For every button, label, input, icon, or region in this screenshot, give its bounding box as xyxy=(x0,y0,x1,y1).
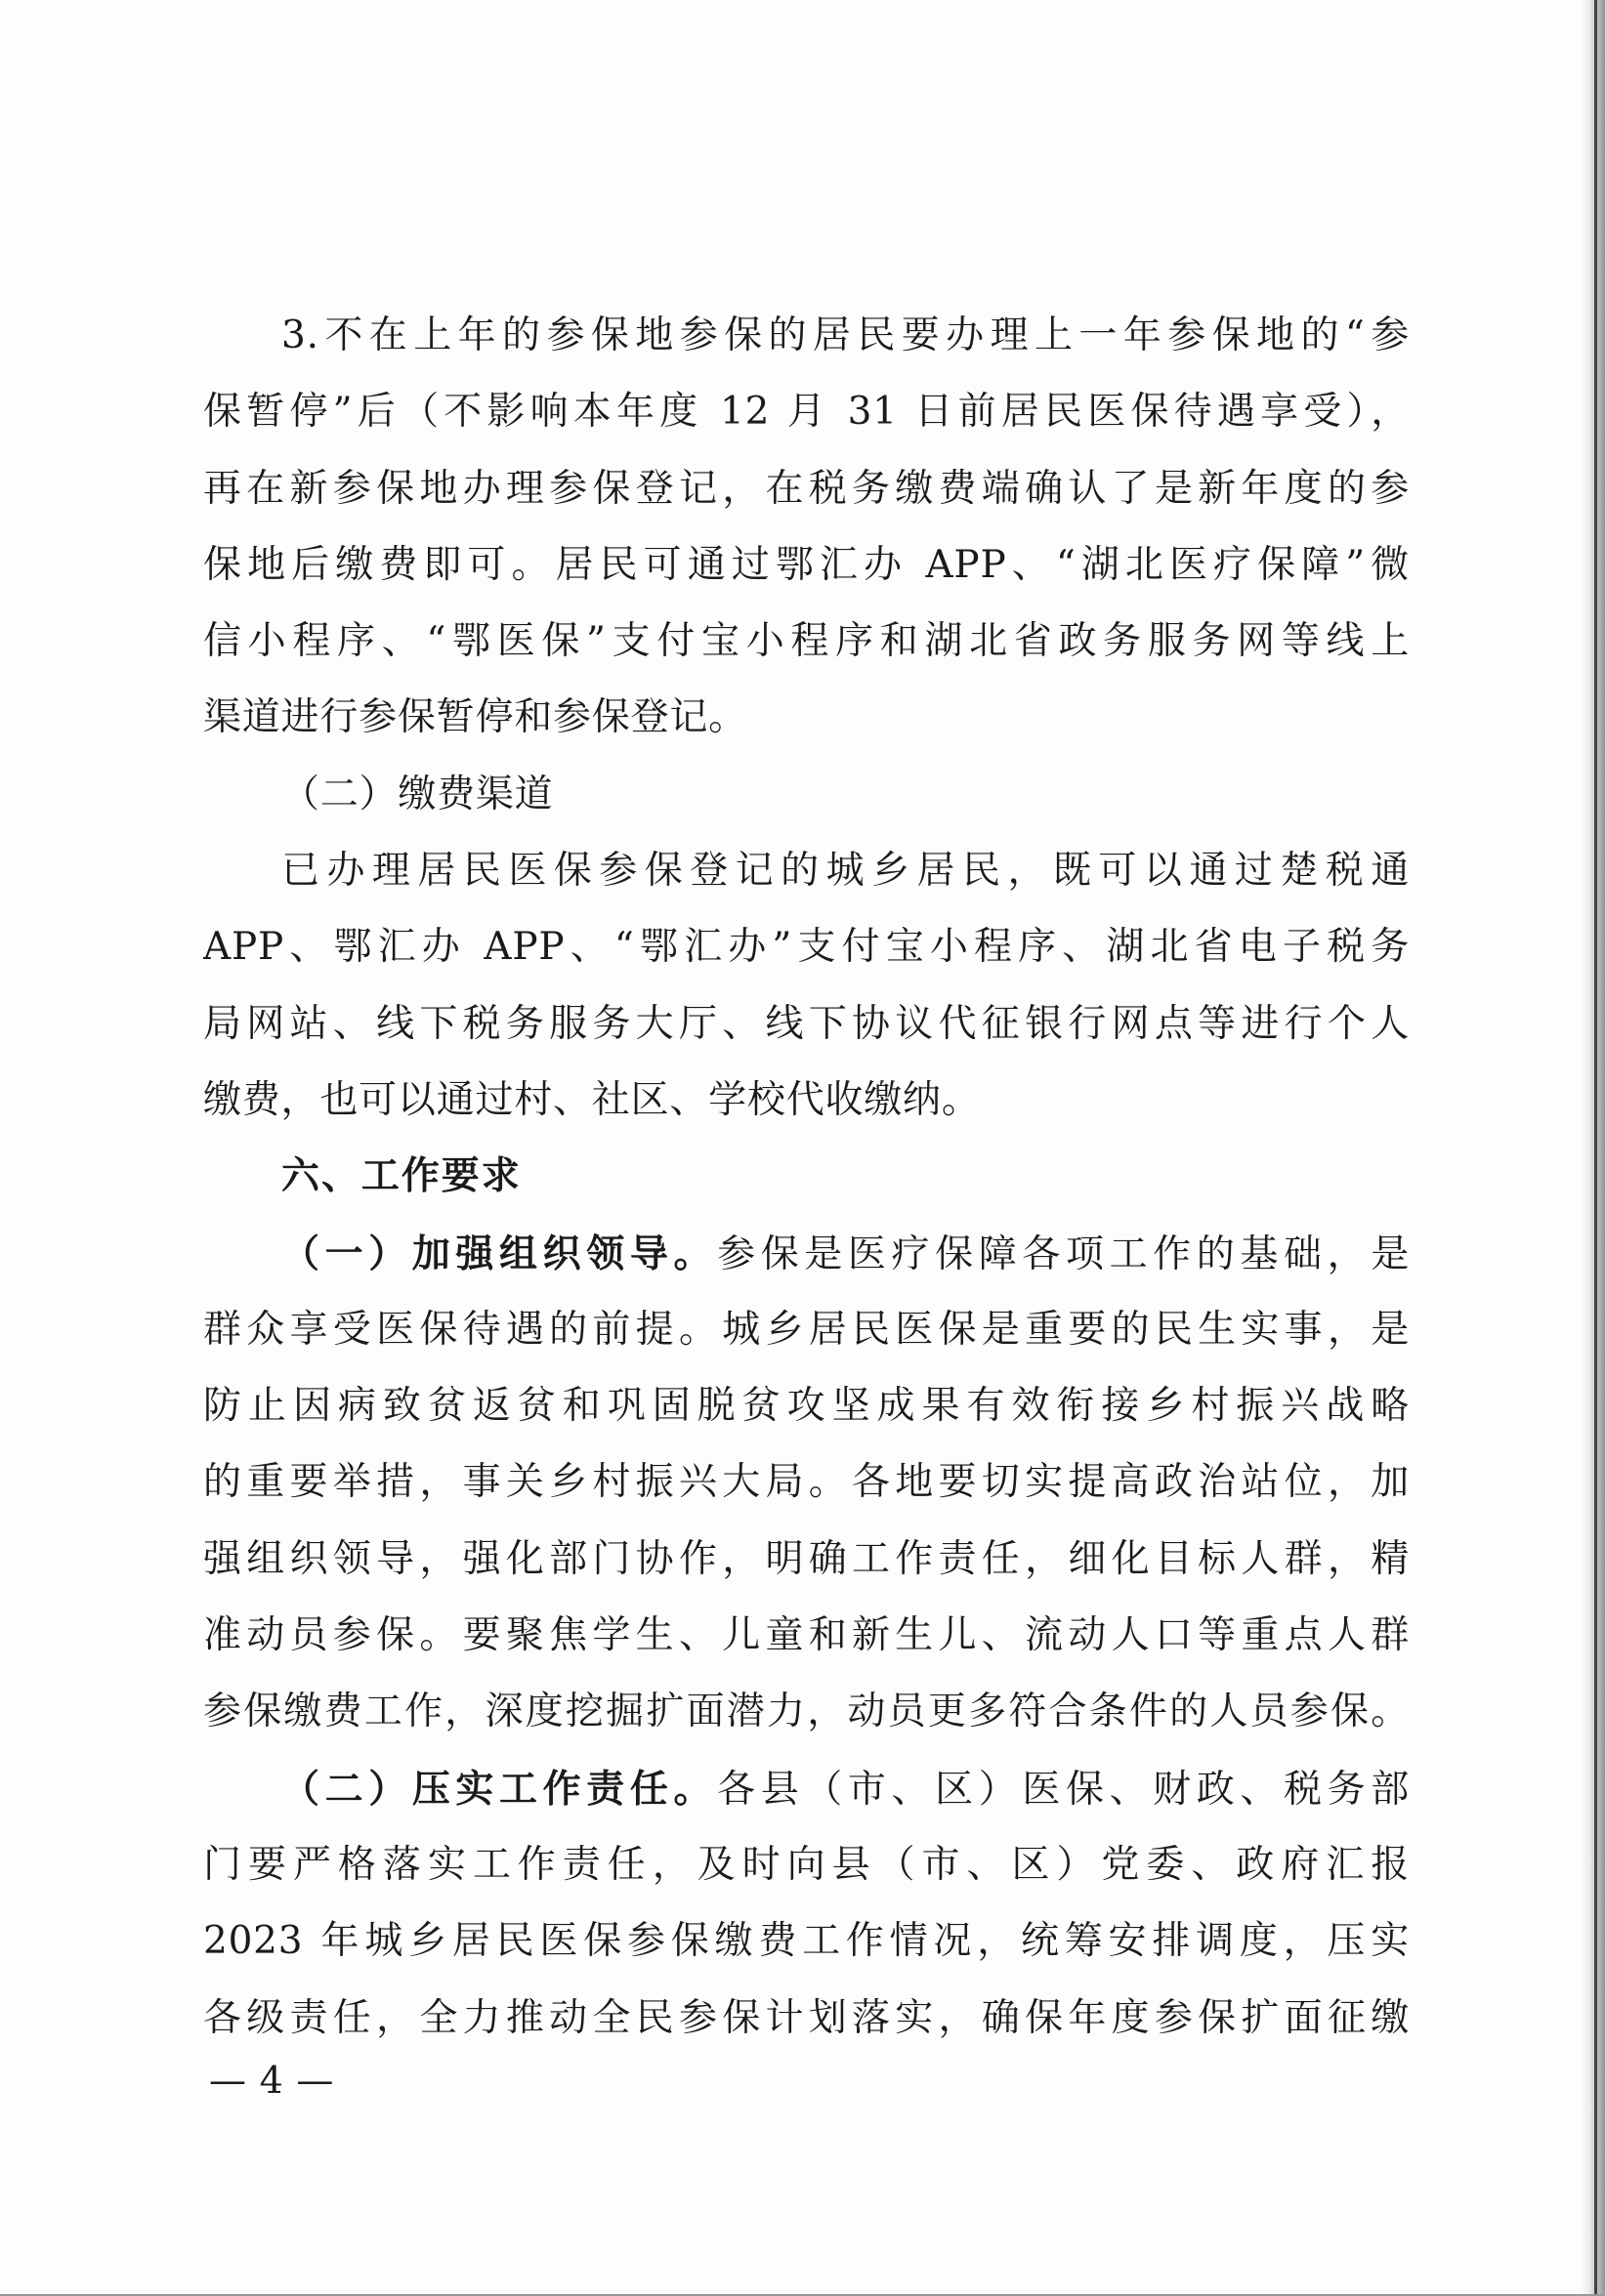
paragraph-line xyxy=(203,1751,1410,1827)
paragraph-line: 3.不在上年的参保地参保的居民要办理上一年参保地的“参 xyxy=(281,313,1410,357)
subsection-lead: （一）加强组织领导。 xyxy=(281,1231,718,1276)
body-text xyxy=(203,298,1410,2057)
paragraph-line xyxy=(203,1216,1410,1292)
paragraph-line: 群众享受医保待遇的前提。城乡居民医保是重要的民生实事，是 xyxy=(203,1307,1410,1352)
paragraph-line: 各级责任，全力推动全民参保计划落实，确保年度参保扩面征缴 xyxy=(203,1995,1410,2040)
paragraph-line: 渠道进行参保暂停和参保登记。 xyxy=(203,695,747,740)
paragraph-line: 强组织领导，强化部门协作，明确工作责任，细化目标人群，精 xyxy=(203,1536,1410,1581)
paragraph-line: 门要严格落实工作责任，及时向县（市、区）党委、政府汇报 xyxy=(203,1842,1410,1887)
paragraph-line: 2023 年城乡居民医保参保缴费工作情况，统筹安排调度，压实 xyxy=(203,1919,1410,1964)
section-heading: 六、工作要求 xyxy=(281,1154,522,1199)
paragraph-text: 各县（市、区）医保、财政、税务部 xyxy=(717,1767,1410,1812)
subsection-lead: （二）压实工作责任。 xyxy=(281,1766,718,1812)
paragraph-line: 保暂停”后（不影响本年度 12 月 31 日前居民医保待遇享受）， xyxy=(203,390,1410,435)
paragraph-line: 再在新参保地办理参保登记，在税务缴费端确认了是新年度的参 xyxy=(203,466,1410,511)
page-number: — 4 — xyxy=(209,2059,335,2102)
scan-edge-shadow xyxy=(1580,0,1605,2296)
subsection-heading: （二）缴费渠道 xyxy=(281,772,554,816)
paragraph-line: 缴费，也可以通过村、社区、学校代收缴纳。 xyxy=(203,1077,981,1122)
paragraph-line: 已办理居民医保参保登记的城乡居民，既可以通过楚税通 xyxy=(281,849,1410,894)
paragraph-line: 信小程序、“鄂医保”支付宝小程序和湖北省政务服务网等线上 xyxy=(203,619,1410,664)
paragraph-line: 的重要举措，事关乡村振兴大局。各地要切实提高政治站位，加 xyxy=(203,1460,1410,1505)
paragraph-line: 保地后缴费即可。居民可通过鄂汇办 APP、“湖北医疗保障”微 xyxy=(203,542,1410,587)
paragraph-line: 准动员参保。要聚焦学生、儿童和新生儿、流动人口等重点人群 xyxy=(203,1613,1410,1658)
paragraph-line: 防止因病致贫返贫和巩固脱贫攻坚成果有效衔接乡村振兴战略 xyxy=(203,1384,1410,1429)
paragraph-line: 参保缴费工作，深度挖掘扩面潜力，动员更多符合条件的人员参保。 xyxy=(203,1690,1410,1734)
paragraph-line: 局网站、线下税务服务大厅、线下协议代征银行网点等进行个人 xyxy=(203,1001,1410,1046)
paragraph-line: APP、鄂汇办 APP、“鄂汇办”支付宝小程序、湖北省电子税务 xyxy=(203,925,1410,970)
scan-edge-line xyxy=(1594,0,1597,2296)
paragraph-text: 参保是医疗保障各项工作的基础，是 xyxy=(717,1231,1410,1276)
